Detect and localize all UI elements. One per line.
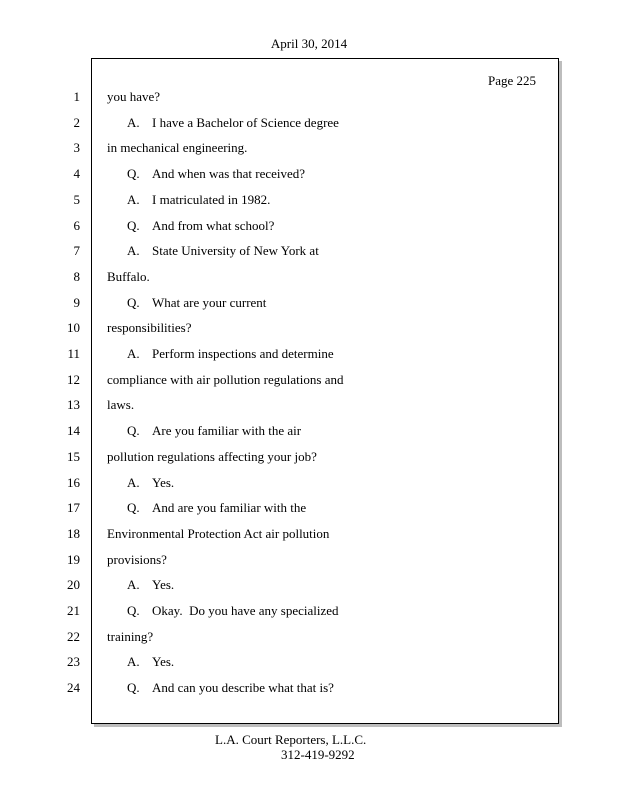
transcript-line [127,603,339,619]
line-text: State University of New York at [152,243,319,258]
speaker-label: Q. [127,680,140,695]
speaker-label: Q. [127,500,140,515]
transcript-line [127,115,339,131]
speaker-label: Q. [127,295,140,310]
line-text: compliance with air pollution regulations and [107,372,344,387]
line-number: 3 [73,140,80,155]
speaker-label: Q. [127,166,140,181]
line-number: 2 [73,115,80,130]
line-number: 11 [67,346,80,361]
line-text: And from what school? [152,218,275,233]
speaker-label: A. [127,243,140,258]
line-text: And when was that received? [152,166,306,181]
line-number: 19 [67,552,80,567]
line-text: you have? [107,89,161,104]
page-number: Page 225 [487,73,536,88]
line-number: 7 [73,243,80,258]
line-text: laws. [107,397,135,412]
line-text: What are your current [152,295,267,310]
speaker-label: A. [127,192,140,207]
speaker-label: A. [127,115,140,130]
line-text: Yes. [152,654,175,669]
transcript-line [127,475,174,491]
line-text: And are you familiar with the [152,500,307,515]
transcript-line [107,89,160,105]
line-number: 18 [67,526,80,541]
line-number: 22 [67,629,80,644]
reporter-company: L.A. Court Reporters, L.L.C. [215,732,367,747]
transcript-line [107,449,317,465]
line-text: Environmental Protection Act air pollution [107,526,330,541]
speaker-label: Q. [127,218,140,233]
line-text: responsibilities? [107,320,192,335]
line-text: Yes. [152,475,175,490]
line-text: training? [107,629,154,644]
transcript-line [107,372,343,388]
transcript-page-frame [91,58,559,724]
line-number: 6 [73,218,80,233]
transcript-line [127,346,334,362]
line-number: 17 [67,500,80,515]
transcript-line [127,423,301,439]
line-number: 10 [67,320,80,335]
line-number: 20 [67,577,80,592]
line-number: 23 [67,654,80,669]
transcript-line [127,577,174,593]
line-text: Are you familiar with the air [152,423,302,438]
line-number: 16 [67,475,80,490]
transcript-line [127,166,305,182]
line-number: 15 [67,449,80,464]
transcript-line [107,552,167,568]
transcript-line [127,500,306,516]
line-text: And can you describe what that is? [152,680,334,695]
line-text: I have a Bachelor of Science degree [152,115,339,130]
line-text: Buffalo. [107,269,150,284]
transcript-line [127,192,270,208]
line-number: 8 [73,269,80,284]
transcript-line [127,680,334,696]
line-text: Perform inspections and determine [152,346,334,361]
line-number: 12 [67,372,80,387]
line-number: 4 [73,166,80,181]
transcript-line [107,140,247,156]
transcript-line [107,397,134,413]
speaker-label: Q. [127,423,140,438]
speaker-label: A. [127,346,140,361]
transcript-line [127,654,174,670]
speaker-label: A. [127,654,140,669]
speaker-label: A. [127,475,140,490]
line-text: provisions? [107,552,167,567]
line-number: 13 [67,397,80,412]
line-number: 5 [73,192,80,207]
transcript-line [127,218,274,234]
transcript-line [107,320,192,336]
transcript-line [127,295,266,311]
line-text: in mechanical engineering. [107,140,248,155]
transcript-line [107,526,329,542]
transcript-line [127,243,319,259]
line-number: 9 [73,295,80,310]
speaker-label: A. [127,577,140,592]
line-number: 1 [73,89,80,104]
line-text: Okay. Do you have any specialized [152,603,339,618]
speaker-label: Q. [127,603,140,618]
line-text: pollution regulations affecting your job? [107,449,317,464]
page-date: April 30, 2014 [270,36,348,51]
transcript-line [107,269,150,285]
line-text: Yes. [152,577,175,592]
transcript-line [107,629,153,645]
line-number: 21 [67,603,80,618]
line-number: 14 [67,423,80,438]
reporter-phone: 312-419-9292 [281,747,355,762]
line-number: 24 [67,680,80,695]
line-text: I matriculated in 1982. [152,192,271,207]
